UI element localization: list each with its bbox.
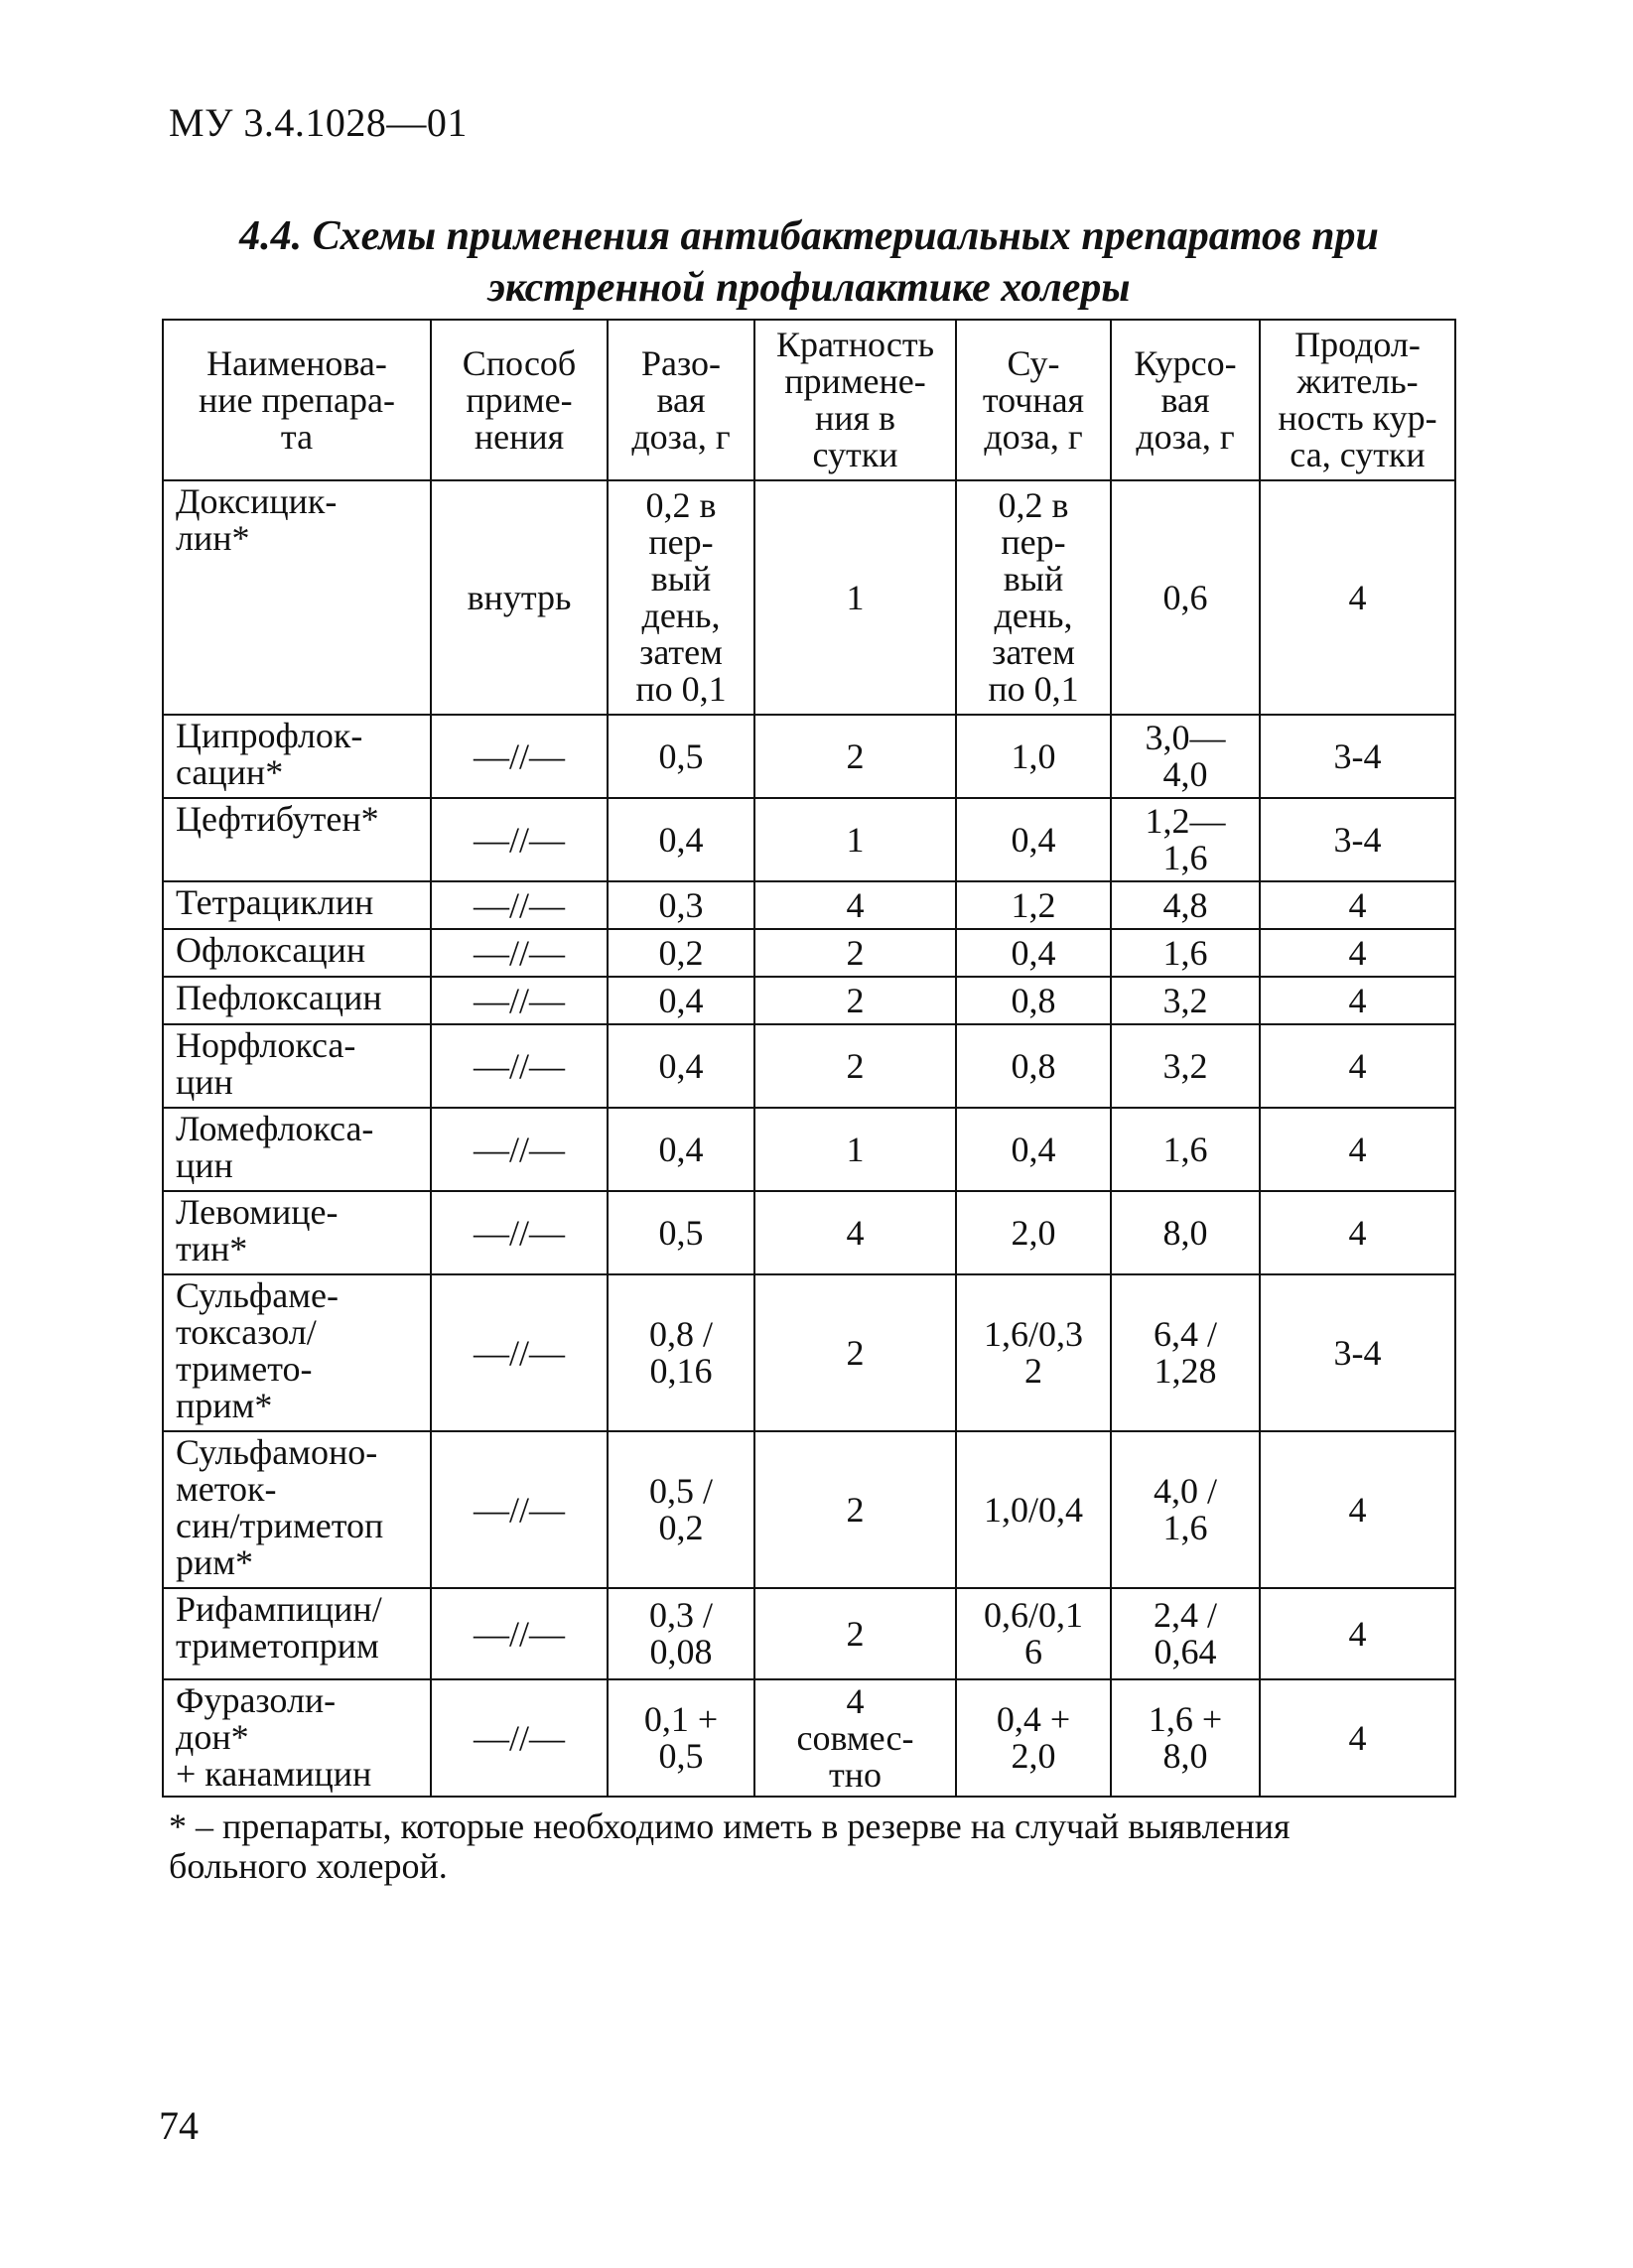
daily-dose-cell: 0,8 bbox=[956, 977, 1111, 1024]
method-cell: —//— bbox=[431, 1431, 608, 1588]
frequency-cell: 2 bbox=[754, 929, 956, 977]
method-cell: —//— bbox=[431, 1274, 608, 1431]
table-row bbox=[163, 1024, 1455, 1108]
table-row bbox=[163, 480, 1455, 715]
drug-name-cell: Фуразоли- дон* + канамицин bbox=[163, 1679, 431, 1797]
duration-cell: 4 bbox=[1260, 1431, 1455, 1588]
course-dose-cell: 1,6 + 8,0 bbox=[1111, 1679, 1260, 1797]
drug-name-cell: Левомице- тин* bbox=[163, 1191, 431, 1274]
table-row bbox=[163, 1191, 1455, 1274]
single-dose-cell: 0,5 / 0,2 bbox=[608, 1431, 754, 1588]
single-dose-cell: 0,8 / 0,16 bbox=[608, 1274, 754, 1431]
single-dose-cell: 0,2 в пер- вый день, затем по 0,1 bbox=[608, 480, 754, 715]
course-dose-cell: 0,6 bbox=[1111, 480, 1260, 715]
course-dose-cell: 1,2— 1,6 bbox=[1111, 798, 1260, 881]
column-header-course-dose: Курсо- вая доза, г bbox=[1111, 320, 1260, 480]
single-dose-cell: 0,2 bbox=[608, 929, 754, 977]
drug-name-cell: Сульфамоно- меток- син/триметоп рим* bbox=[163, 1431, 431, 1588]
single-dose-cell: 0,1 + 0,5 bbox=[608, 1679, 754, 1797]
frequency-cell: 4 bbox=[754, 881, 956, 929]
method-cell: —//— bbox=[431, 977, 608, 1024]
drug-name-cell: Ципрофлок- сацин* bbox=[163, 715, 431, 798]
frequency-cell: 2 bbox=[754, 1588, 956, 1679]
duration-cell: 4 bbox=[1260, 1024, 1455, 1108]
single-dose-cell: 0,3 bbox=[608, 881, 754, 929]
course-dose-cell: 6,4 / 1,28 bbox=[1111, 1274, 1260, 1431]
column-header-method: Способ приме- нения bbox=[431, 320, 608, 480]
single-dose-cell: 0,4 bbox=[608, 1108, 754, 1191]
method-cell: —//— bbox=[431, 929, 608, 977]
duration-cell: 3-4 bbox=[1260, 798, 1455, 881]
daily-dose-cell: 0,4 bbox=[956, 1108, 1111, 1191]
duration-cell: 3-4 bbox=[1260, 715, 1455, 798]
course-dose-cell: 8,0 bbox=[1111, 1191, 1260, 1274]
frequency-cell: 2 bbox=[754, 977, 956, 1024]
method-cell: —//— bbox=[431, 1108, 608, 1191]
drug-name-cell: Ломефлокса- цин bbox=[163, 1108, 431, 1191]
single-dose-cell: 0,4 bbox=[608, 977, 754, 1024]
drug-name-cell: Сульфаме- токсазол/ тримето- прим* bbox=[163, 1274, 431, 1431]
frequency-cell: 2 bbox=[754, 1274, 956, 1431]
duration-cell: 4 bbox=[1260, 929, 1455, 977]
daily-dose-cell: 0,4 bbox=[956, 929, 1111, 977]
drug-name-cell: Офлоксацин bbox=[163, 929, 431, 977]
duration-cell: 4 bbox=[1260, 881, 1455, 929]
drug-name-cell: Доксицик- лин* bbox=[163, 480, 431, 715]
column-header-single-dose: Разо- вая доза, г bbox=[608, 320, 754, 480]
daily-dose-cell: 1,6/0,3 2 bbox=[956, 1274, 1111, 1431]
method-cell: —//— bbox=[431, 798, 608, 881]
frequency-cell: 1 bbox=[754, 480, 956, 715]
table-row bbox=[163, 1274, 1455, 1431]
daily-dose-cell: 1,0 bbox=[956, 715, 1111, 798]
duration-cell: 4 bbox=[1260, 1588, 1455, 1679]
duration-cell: 3-4 bbox=[1260, 1274, 1455, 1431]
daily-dose-cell: 0,6/0,1 6 bbox=[956, 1588, 1111, 1679]
frequency-cell: 1 bbox=[754, 798, 956, 881]
document-code: МУ 3.4.1028—01 bbox=[169, 100, 468, 145]
drug-name-cell: Пефлоксацин bbox=[163, 977, 431, 1024]
column-header-frequency: Кратность примене- ния в сутки bbox=[754, 320, 956, 480]
section-title-line2: экстренной профилактике холеры bbox=[487, 265, 1131, 311]
method-cell: —//— bbox=[431, 1024, 608, 1108]
method-cell: —//— bbox=[431, 1191, 608, 1274]
table-row bbox=[163, 1108, 1455, 1191]
single-dose-cell: 0,5 bbox=[608, 715, 754, 798]
table-header-row bbox=[163, 320, 1455, 480]
frequency-cell: 1 bbox=[754, 1108, 956, 1191]
method-cell: —//— bbox=[431, 1679, 608, 1797]
drug-name-cell: Цефтибутен* bbox=[163, 798, 431, 881]
section-title bbox=[159, 210, 1459, 314]
table-row bbox=[163, 929, 1455, 977]
duration-cell: 4 bbox=[1260, 1108, 1455, 1191]
daily-dose-cell: 0,8 bbox=[956, 1024, 1111, 1108]
table-row bbox=[163, 715, 1455, 798]
table-row bbox=[163, 798, 1455, 881]
method-cell: —//— bbox=[431, 1588, 608, 1679]
method-cell: —//— bbox=[431, 715, 608, 798]
duration-cell: 4 bbox=[1260, 1191, 1455, 1274]
antibiotic-regimen-table bbox=[162, 319, 1456, 1798]
table-row bbox=[163, 881, 1455, 929]
duration-cell: 4 bbox=[1260, 977, 1455, 1024]
course-dose-cell: 3,2 bbox=[1111, 977, 1260, 1024]
frequency-cell: 4 совмес- тно bbox=[754, 1679, 956, 1797]
course-dose-cell: 2,4 / 0,64 bbox=[1111, 1588, 1260, 1679]
single-dose-cell: 0,4 bbox=[608, 1024, 754, 1108]
daily-dose-cell: 0,4 bbox=[956, 798, 1111, 881]
single-dose-cell: 0,4 bbox=[608, 798, 754, 881]
table-row bbox=[163, 1588, 1455, 1679]
duration-cell: 4 bbox=[1260, 1679, 1455, 1797]
drug-name-cell: Рифампицин/ триметоприм bbox=[163, 1588, 431, 1679]
method-cell: —//— bbox=[431, 881, 608, 929]
frequency-cell: 2 bbox=[754, 1431, 956, 1588]
frequency-cell: 2 bbox=[754, 715, 956, 798]
column-header-daily-dose: Су- точная доза, г bbox=[956, 320, 1111, 480]
course-dose-cell: 3,2 bbox=[1111, 1024, 1260, 1108]
single-dose-cell: 0,3 / 0,08 bbox=[608, 1588, 754, 1679]
frequency-cell: 2 bbox=[754, 1024, 956, 1108]
table-footnote: * – препараты, которые необходимо иметь в резерве на случай выявления больного холерой. bbox=[169, 1806, 1291, 1886]
daily-dose-cell: 0,4 + 2,0 bbox=[956, 1679, 1111, 1797]
table-row bbox=[163, 1679, 1455, 1797]
course-dose-cell: 1,6 bbox=[1111, 929, 1260, 977]
section-title-line1: 4.4. Схемы применения антибактериальных препаратов при bbox=[239, 213, 1379, 259]
table-row bbox=[163, 977, 1455, 1024]
column-header-drug-name: Наименова- ние препара- та bbox=[163, 320, 431, 480]
duration-cell: 4 bbox=[1260, 480, 1455, 715]
course-dose-cell: 1,6 bbox=[1111, 1108, 1260, 1191]
page-number: 74 bbox=[159, 2103, 199, 2148]
frequency-cell: 4 bbox=[754, 1191, 956, 1274]
daily-dose-cell: 0,2 в пер- вый день, затем по 0,1 bbox=[956, 480, 1111, 715]
course-dose-cell: 3,0— 4,0 bbox=[1111, 715, 1260, 798]
method-cell: внутрь bbox=[431, 480, 608, 715]
table-row bbox=[163, 1431, 1455, 1588]
daily-dose-cell: 1,0/0,4 bbox=[956, 1431, 1111, 1588]
daily-dose-cell: 1,2 bbox=[956, 881, 1111, 929]
course-dose-cell: 4,0 / 1,6 bbox=[1111, 1431, 1260, 1588]
column-header-duration: Продол- житель- ность кур- са, сутки bbox=[1260, 320, 1455, 480]
course-dose-cell: 4,8 bbox=[1111, 881, 1260, 929]
drug-name-cell: Тетрациклин bbox=[163, 881, 431, 929]
drug-name-cell: Норфлокса- цин bbox=[163, 1024, 431, 1108]
daily-dose-cell: 2,0 bbox=[956, 1191, 1111, 1274]
single-dose-cell: 0,5 bbox=[608, 1191, 754, 1274]
